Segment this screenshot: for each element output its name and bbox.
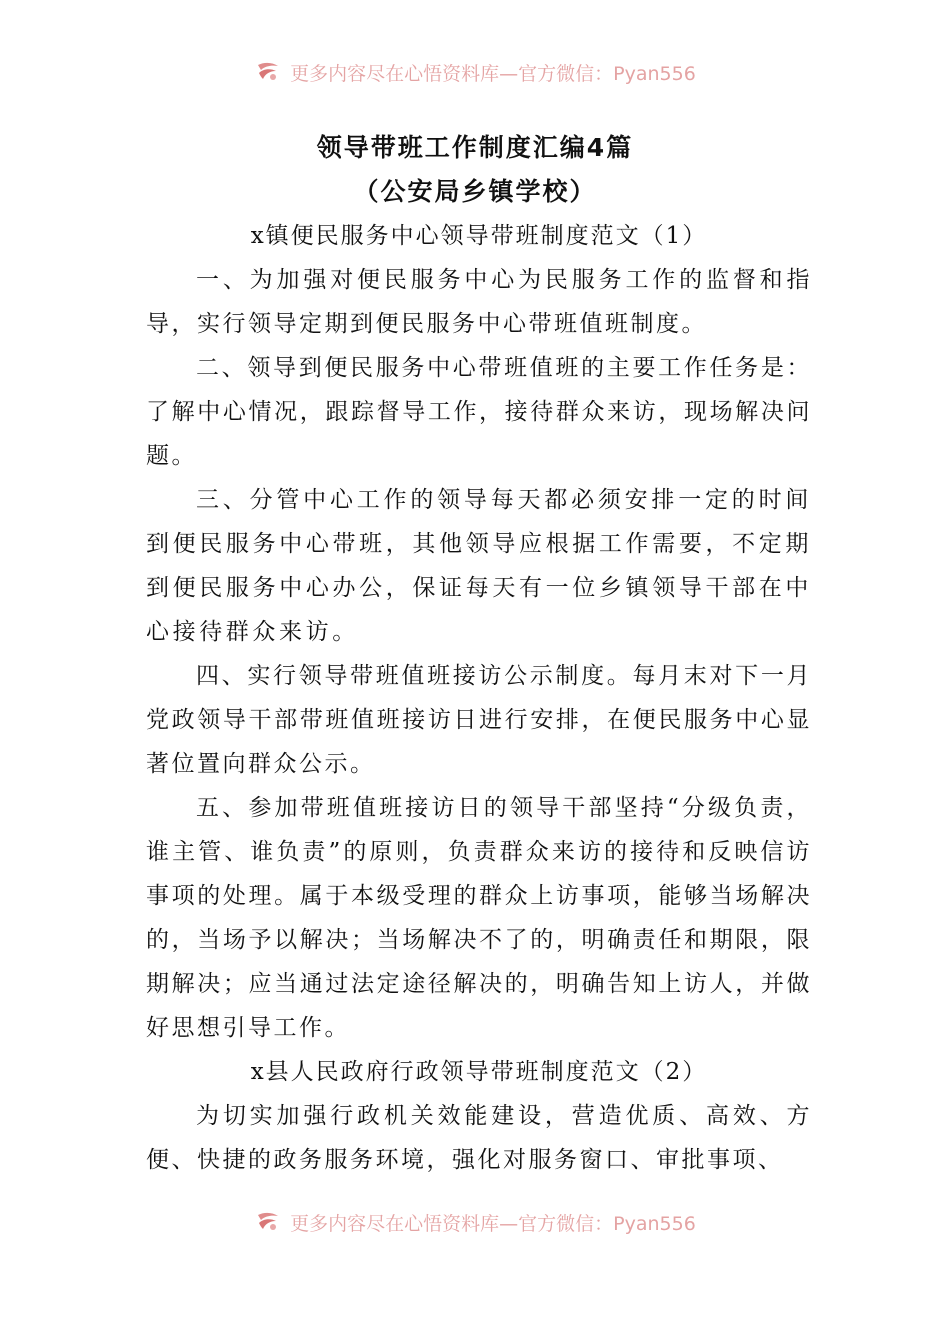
paragraph: 二、领导到便民服务中心带班值班的主要工作任务是：了解中心情况，跟踪督导工作，接待群众来访，现场解决问题。 [146, 355, 812, 469]
document-title: 领导带班工作制度汇编4篇 [316, 133, 634, 162]
paragraph: 五、参加带班值班接访日的领导干部坚持“分级负责，谁主管、谁负责”的原则，负责群众来访的接待和反映信访事项的处理。属于本级受理的群众上访事项，能够当场解决的，当场予以解决；当场解决不了的，明确责任和期限，限期解决；应当通过法定途径解决的，明确告知上访人，并做好思想引导工作。 [146, 795, 812, 1041]
paragraph: 一、为加强对便民服务中心为民服务工作的监督和指导，实行领导定期到便民服务中心带班值班制度。 [146, 267, 812, 337]
brand-logo-icon [254, 60, 282, 84]
section-heading-2: x县人民政府行政领导带班制度范文（2） [250, 1059, 708, 1085]
paragraph: 三、分管中心工作的领导每天都必须安排一定的时间到便民服务中心带班，其他领导应根据工作需要，不定期到便民服务中心办公，保证每天有一位乡镇领导干部在中心接待群众来访。 [146, 487, 812, 645]
section-heading-1: x镇便民服务中心领导带班制度范文（1） [250, 223, 708, 249]
watermark-text: 更多内容尽在心悟资料库—官方微信：Pyan556 [290, 1212, 696, 1235]
watermark-text: 更多内容尽在心悟资料库—官方微信：Pyan556 [290, 62, 696, 85]
watermark-banner-bottom [0, 1207, 950, 1237]
watermark-banner-top [0, 57, 950, 87]
document-subtitle: （公安局乡镇学校） [353, 177, 597, 206]
document-body [146, 214, 812, 1182]
paragraph: 为切实加强行政机关效能建设，营造优质、高效、方便、快捷的政务服务环境，强化对服务窗口、审批事项、 [146, 1103, 812, 1173]
paragraph: 四、实行领导带班值班接访公示制度。每月末对下一月党政领导干部带班值班接访日进行安排，在便民服务中心显著位置向群众公示。 [146, 663, 812, 777]
brand-logo-icon [254, 1210, 282, 1234]
